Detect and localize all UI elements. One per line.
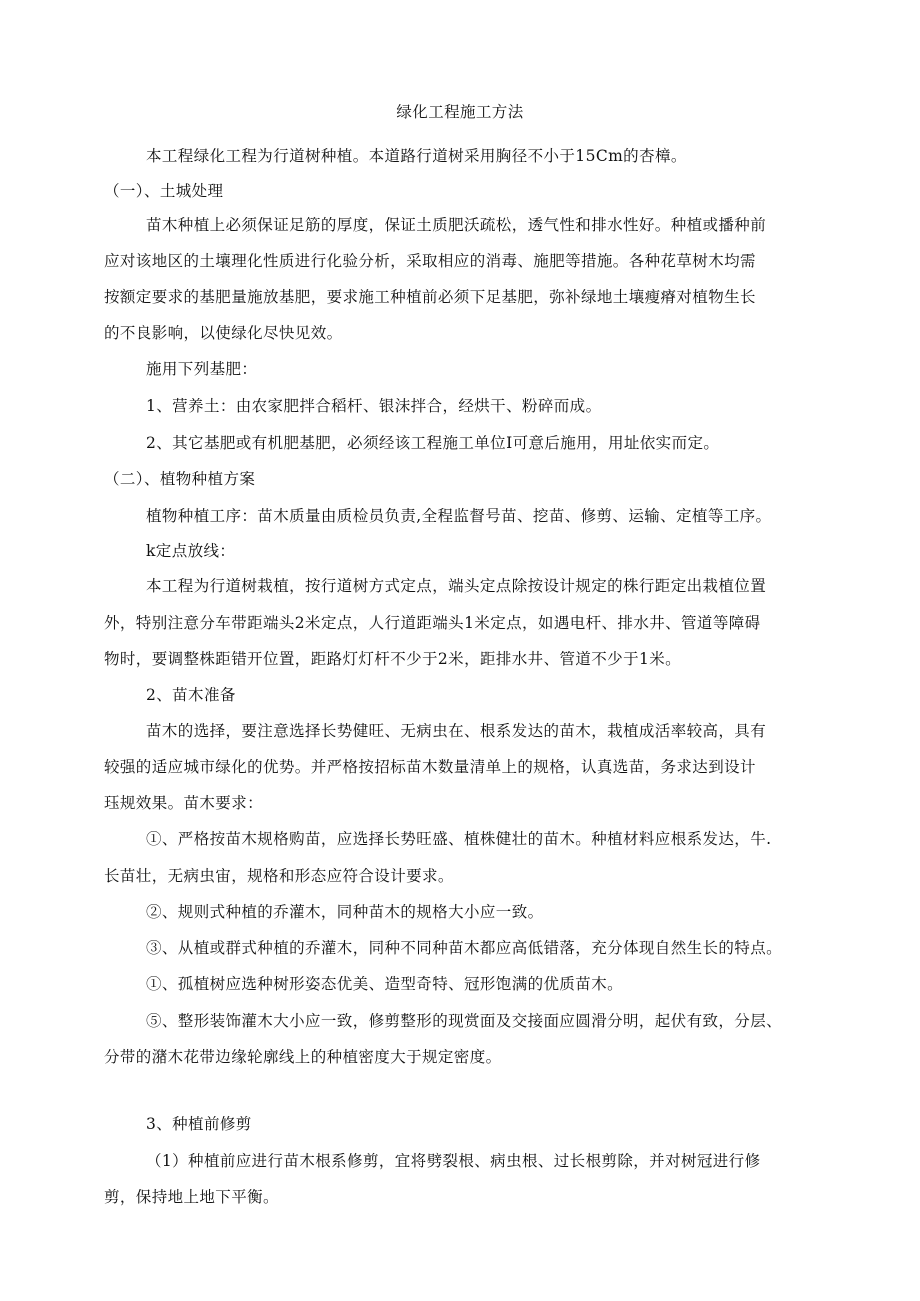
step-2-title: 2、苗木准备 <box>146 686 236 704</box>
section-1-heading: （一）、土城处理 <box>104 182 224 200</box>
step-1-title: k定点放线： <box>146 542 236 560</box>
s1-para-line: 按额定要求的基肥量施放基肥，要求施工种植前必须下足基肥，弥补绿地土壤瘦瘠对植物生长 <box>104 288 756 306</box>
requirement-1-line: 长苗壮，无病虫宙，规格和形态应符合设计要求。 <box>104 867 454 885</box>
requirement-4: ①、孤植树应选种树形姿态优美、造型奇特、冠形饱满的优质苗木。 <box>146 975 624 993</box>
fertilizer-intro: 施用下列基肥： <box>146 360 258 378</box>
s1-para-line: 苗木种植上必须保证足筋的厚度，保证土质肥沃疏松，透气性和排水性好。种植或播种前 <box>146 216 767 234</box>
step-1-line: 外，特别注意分车带距端头2米定点，人行道距端头1米定点，如遇电杆、排水井、管道等障碍 <box>104 614 761 632</box>
planting-process: 植物种植工序：苗木质量由质检员负责,全程监督号苗、挖苗、修剪、运输、定植等工序。 <box>146 507 772 525</box>
step-2-line: 珏规效果。苗木要求： <box>104 794 264 812</box>
step-2-line: 较强的适应城市绿化的优势。并严格按招标苗木数量清单上的规格，认真选苗，务求达到设计 <box>104 758 756 776</box>
requirement-1-line: ①、严格按苗木规格购苗，应选择长势旺盛、植株健壮的苗木。种植材料应根系发达，牛. <box>146 830 772 848</box>
s1-para-line: 应对该地区的土壤理化性质进行化验分析，采取相应的消毒、施肥等措施。各种花草树木均需 <box>104 252 756 270</box>
requirement-5-line: 分带的潴木花带边缘轮廓线上的种植密度大于规定密度。 <box>104 1048 502 1066</box>
step-2-line: 苗木的选择，要注意选择长势健旺、无病虫在、根系发达的苗木，栽植成活率较高，具有 <box>146 722 767 740</box>
fertilizer-item-1: 1、营养土：由农家肥拌合稻杆、银沫拌合，经烘干、粉碎而成。 <box>146 397 602 415</box>
intro-paragraph: 本工程绿化工程为行道树种植。本道路行道树采用胸径不小于15Cm的杏樟。 <box>146 147 687 165</box>
fertilizer-item-2: 2、其它基肥或有机肥基肥，必须经该工程施工单位I可意后施用，用址依实而定。 <box>146 434 720 452</box>
step-3-line: （1）种植前应进行苗木根系修剪，宜将劈裂根、病虫根、过长根剪除，并对树冠进行修 <box>146 1152 761 1170</box>
step-3-line: 剪，保持地上地下平衡。 <box>104 1188 279 1206</box>
step-1-line: 物时，要调整株距错开位置，距路灯灯杆不少于2米，距排水井、管道不少于1米。 <box>104 650 682 668</box>
step-3-title: 3、种植前修剪 <box>146 1115 252 1133</box>
s1-para-line: 的不良影响，以使绿化尽快见效。 <box>104 324 343 342</box>
step-1-line: 本工程为行道树栽植，按行道树方式定点，端头定点除按设计规定的株行距定出栽植位置 <box>146 577 767 595</box>
section-2-heading: （二）、植物种植方案 <box>104 470 256 488</box>
requirement-5-line: ⑤、整形装饰灌木大小应一致，修剪整形的现赏面及交接面应圆滑分明，起伏有致，分层、 <box>146 1012 783 1030</box>
requirement-3: ③、从植或群式种植的乔灌木，同种不同种苗木都应高低错落，充分体现自然生长的特点。 <box>146 939 783 957</box>
requirement-2: ②、规则式种植的乔灌木，同种苗木的规格大小应一致。 <box>146 903 544 921</box>
document-title: 绿化工程施工方法 <box>396 103 524 121</box>
